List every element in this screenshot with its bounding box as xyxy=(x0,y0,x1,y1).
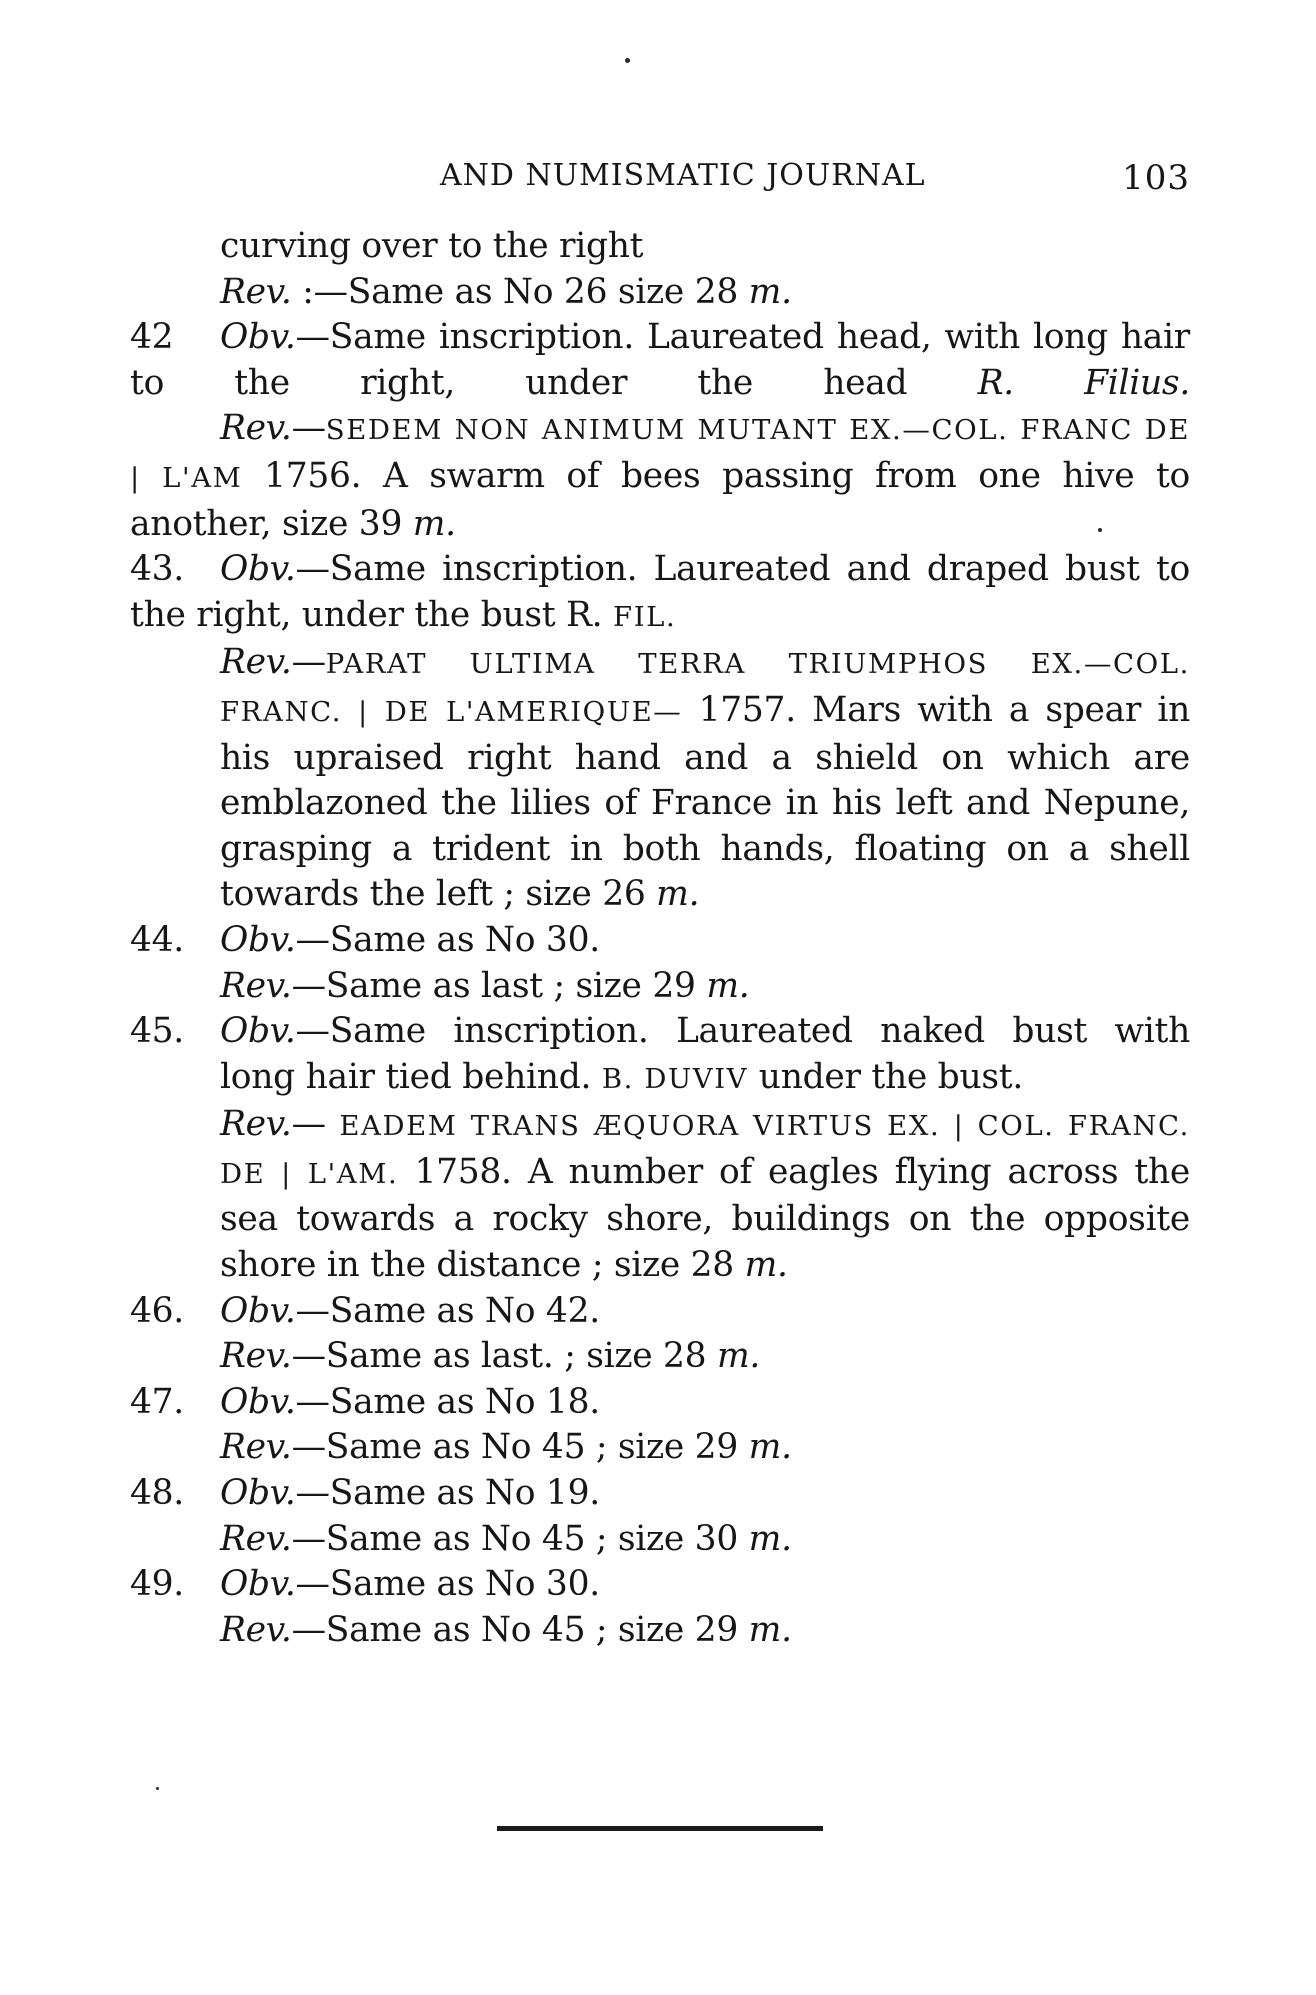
obverse-text: —Same as No 18. xyxy=(295,1381,600,1422)
reverse-legend: EADEM TRANS ÆQUORA VIRTUS EX. | COL. FRANC. DE | L'AM. xyxy=(220,1110,1190,1190)
size-unit: m. xyxy=(656,874,700,915)
size-unit: m. xyxy=(748,271,792,312)
page-body xyxy=(130,224,1190,1653)
reverse-description xyxy=(220,1517,1190,1563)
obverse-text: —Same as No 19. xyxy=(295,1473,600,1514)
reverse-description xyxy=(220,1608,1190,1654)
entry-49 xyxy=(130,1562,1190,1653)
reverse-description xyxy=(130,640,1190,918)
obverse-description xyxy=(220,1471,1190,1517)
obverse-description xyxy=(220,1009,1190,1102)
separator: — xyxy=(291,1104,340,1145)
obverse-label: Obv. xyxy=(220,317,296,358)
obverse-text: —Same inscription. Laureated naked bust with long hair tied behind. xyxy=(220,1011,1190,1097)
obverse-continuation: curving over to the right xyxy=(220,226,644,266)
entry-42 xyxy=(130,315,1190,547)
page-number: 103 xyxy=(1122,158,1190,198)
entry-48 xyxy=(130,1471,1190,1562)
reverse-label: Rev. xyxy=(220,271,292,312)
reverse-text: —Same as No 45 ; size 29 xyxy=(291,1427,749,1468)
running-head: AND NUMISMATIC JOURNAL xyxy=(440,158,926,193)
entry-continuation xyxy=(130,224,1190,315)
reverse-text: 1756. A swarm of bees passing from one hive to another, size 39 xyxy=(130,455,1190,544)
entry-45 xyxy=(130,1009,1190,1289)
size-unit: m. xyxy=(716,1336,761,1377)
obverse-label: Obv. xyxy=(220,1564,296,1605)
obverse-description xyxy=(220,1289,1190,1335)
reverse-description xyxy=(220,964,1190,1010)
reverse-text: Same as No 26 size 28 xyxy=(347,271,749,312)
reverse-label: Rev. xyxy=(220,1609,292,1650)
obverse-description xyxy=(220,1562,1190,1608)
reverse-legend: PARAT ULTIMA TERRA TRIUMPHOS EX.—COL. FRANC. | DE L'AMERIQUE— xyxy=(220,648,1190,728)
reverse-text: —Same as No 45 ; size 29 xyxy=(291,1609,749,1650)
obverse-text: —Same as No 30. xyxy=(295,919,600,960)
engraver-name: R. Filius. xyxy=(977,362,1190,403)
obverse-description xyxy=(220,918,1190,964)
reverse-label: Rev. xyxy=(220,1518,292,1559)
reverse-label: Rev. xyxy=(220,408,292,449)
entry-number: 45. xyxy=(130,1011,184,1052)
reverse-text: —Same as last. ; size 28 xyxy=(291,1336,717,1377)
entry-number: 42 xyxy=(130,317,174,358)
entry-number: 47. xyxy=(130,1381,184,1422)
separator: — xyxy=(291,408,326,449)
obverse-description xyxy=(130,547,1190,640)
obverse-label: Obv. xyxy=(220,1011,296,1052)
size-unit: m. xyxy=(748,1427,792,1468)
reverse-text: 1758. A number of eagles flying across the sea towards a rocky shore, buildings on the opposite shore in the distance ; size 28 xyxy=(220,1151,1191,1286)
obverse-text: —Same as No 30. xyxy=(295,1564,600,1605)
obverse-signature: FIL. xyxy=(613,600,677,633)
entry-number: 49. xyxy=(130,1564,184,1605)
speck-mark xyxy=(625,58,630,63)
obverse-text: —Same as No 42. xyxy=(295,1290,600,1331)
reverse-label: Rev. xyxy=(220,965,292,1006)
reverse-text: —Same as last ; size 29 xyxy=(291,965,707,1006)
reverse-description xyxy=(220,1425,1190,1471)
obverse-label: Obv. xyxy=(220,1473,296,1514)
obverse-text: —Same inscription. Laureated and draped bust to the right, under the bust R. xyxy=(130,549,1190,635)
footer-rule xyxy=(497,1826,823,1831)
obverse-label: Obv. xyxy=(220,549,296,590)
entry-number: 44. xyxy=(130,919,184,960)
reverse-description xyxy=(220,1334,1190,1380)
reverse-label: Rev. xyxy=(220,1336,292,1377)
reverse-description xyxy=(220,1102,1190,1288)
reverse-label: Rev. xyxy=(220,1104,292,1145)
obverse-label: Obv. xyxy=(220,1381,296,1422)
reverse-description xyxy=(130,406,1190,547)
size-unit: m. xyxy=(706,965,750,1006)
reverse-description xyxy=(130,270,1190,316)
entry-number: 48. xyxy=(130,1473,184,1514)
reverse-legend: SEDEM NON ANIMUM MUTANT EX.—COL. FRANC DE | L'AM xyxy=(130,414,1190,494)
entry-44 xyxy=(130,918,1190,1009)
engraver-signature: B. DUVIV xyxy=(601,1062,749,1095)
page-header xyxy=(130,158,1190,202)
obverse-label: Obv. xyxy=(220,919,296,960)
separator: — xyxy=(291,642,326,683)
entry-43 xyxy=(130,547,1190,918)
obverse-text: —Same inscription. Laureated head, with long hair to the right, under the head xyxy=(130,317,1190,403)
obverse-description xyxy=(220,1380,1190,1426)
separator: :— xyxy=(291,271,348,312)
obverse-description xyxy=(130,315,1190,406)
entry-number: 46. xyxy=(130,1290,184,1331)
size-unit: m. xyxy=(412,503,456,544)
reverse-text: 1757. Mars with a spear in his upraised right hand and a shield on which are emblazoned the lilies of France in his left and Nepune, grasping a trident in both hands, floating on a shell towards the left ; size 26 xyxy=(220,689,1191,915)
size-unit: m. xyxy=(748,1609,792,1650)
reverse-label: Rev. xyxy=(220,642,292,683)
entry-46 xyxy=(130,1289,1190,1380)
speck-mark xyxy=(156,1787,159,1790)
obverse-text-end: under the bust. xyxy=(748,1056,1024,1097)
entry-47 xyxy=(130,1380,1190,1471)
size-unit: m. xyxy=(744,1245,788,1286)
obverse-label: Obv. xyxy=(220,1290,296,1331)
size-unit: m. xyxy=(748,1518,792,1559)
reverse-label: Rev. xyxy=(220,1427,292,1468)
entry-number: 43. xyxy=(130,549,184,590)
reverse-text: —Same as No 45 ; size 30 xyxy=(291,1518,749,1559)
